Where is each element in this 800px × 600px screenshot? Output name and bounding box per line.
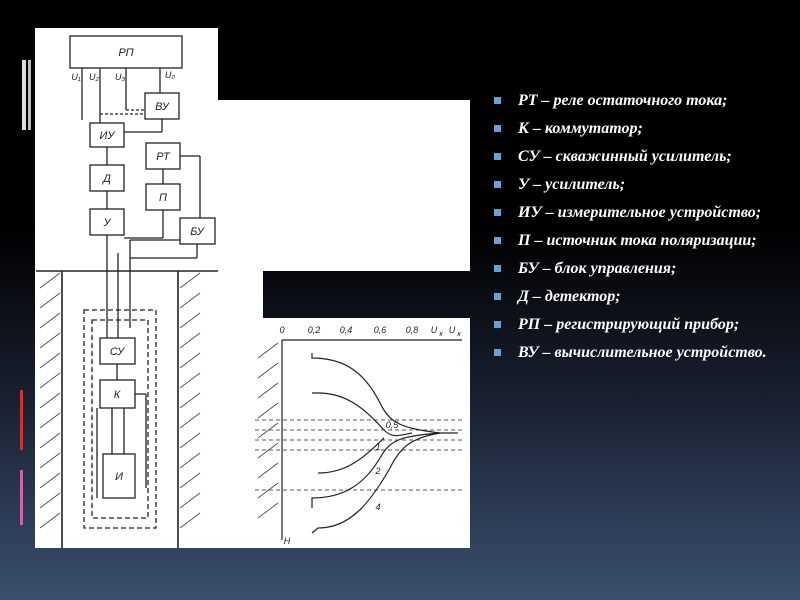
bullet-square-icon xyxy=(494,293,501,300)
signal-u3: U₃ xyxy=(114,72,126,82)
legend-item xyxy=(488,204,788,222)
diagram-bg-bottom xyxy=(35,271,263,548)
legend-item xyxy=(488,176,788,194)
legend-item xyxy=(488,92,788,110)
label-iu: ИУ xyxy=(99,130,115,142)
legend-item-text: У – усилитель; xyxy=(518,176,626,193)
label-d: Д xyxy=(103,173,111,185)
bullet-square-icon xyxy=(494,265,501,272)
label-u: У xyxy=(103,217,111,229)
legend-item xyxy=(488,260,788,278)
label-k: К xyxy=(113,389,121,401)
graph-tick: U xyxy=(448,325,456,335)
legend-item-text: Д – детектор; xyxy=(518,288,621,305)
bullet-square-icon xyxy=(494,125,501,132)
graph-curve-label-4: 4 xyxy=(375,502,381,512)
legend-item xyxy=(488,288,788,306)
graph-tick: 0,2 xyxy=(307,325,321,335)
bullet-square-icon xyxy=(494,349,501,356)
graph-curve-label-2: 2 xyxy=(375,466,381,476)
legend-item-text: РП – регистрирующий прибор; xyxy=(518,316,740,333)
legend-item-text: П – источник тока поляризации; xyxy=(518,232,757,249)
legend-item-text: К – коммутатор; xyxy=(518,120,643,137)
logging-tool-diagram xyxy=(0,28,470,548)
label-rt: РТ xyxy=(156,151,170,163)
label-p: П xyxy=(159,192,167,204)
graph-tick: 0,4 xyxy=(339,325,353,335)
bullet-square-icon xyxy=(494,209,501,216)
label-vu: ВУ xyxy=(155,101,169,113)
legend-item xyxy=(488,232,788,250)
bullet-square-icon xyxy=(494,181,501,188)
legend-item xyxy=(488,316,788,334)
legend-list xyxy=(488,92,788,372)
graph-tick: U xyxy=(430,325,438,335)
graph-tick: 0 xyxy=(279,325,285,335)
graph-annotation: 0,5 xyxy=(385,420,399,430)
bullet-square-icon xyxy=(494,97,501,104)
bullet-square-icon xyxy=(494,153,501,160)
graph-tick-sub: к xyxy=(439,331,443,338)
graph-curve-label-1: 1 xyxy=(375,442,381,452)
graph-tick: 0,8 xyxy=(405,325,419,335)
label-bu: БУ xyxy=(190,226,204,238)
legend-item-text: ВУ – вычислительное устройство. xyxy=(518,344,767,361)
bullet-square-icon xyxy=(494,237,501,244)
legend-item-text: ИУ – измерительное устройство; xyxy=(518,204,762,221)
label-su: СУ xyxy=(109,346,125,358)
label-rp: РП xyxy=(118,47,134,59)
legend-item xyxy=(488,120,788,138)
bullet-square-icon xyxy=(494,321,501,328)
graph-tick: 0,6 xyxy=(373,325,387,335)
legend-item-text: СУ – скважинный усилитель; xyxy=(518,148,732,165)
signal-u2: U₂ xyxy=(89,72,99,82)
diagram-bg-mid xyxy=(218,100,470,271)
graph-tick-sub: к xyxy=(457,331,461,338)
legend-item xyxy=(488,148,788,166)
label-i: И xyxy=(115,471,123,483)
graph-axis-label-y: H xyxy=(283,536,291,546)
signal-u0: U₀ xyxy=(164,70,176,80)
legend-item-text: БУ – блок управления; xyxy=(518,260,677,277)
legend-item xyxy=(488,344,788,362)
legend-item-text: РТ – реле остаточного тока; xyxy=(518,92,728,109)
signal-u1: U₁ xyxy=(71,72,81,82)
